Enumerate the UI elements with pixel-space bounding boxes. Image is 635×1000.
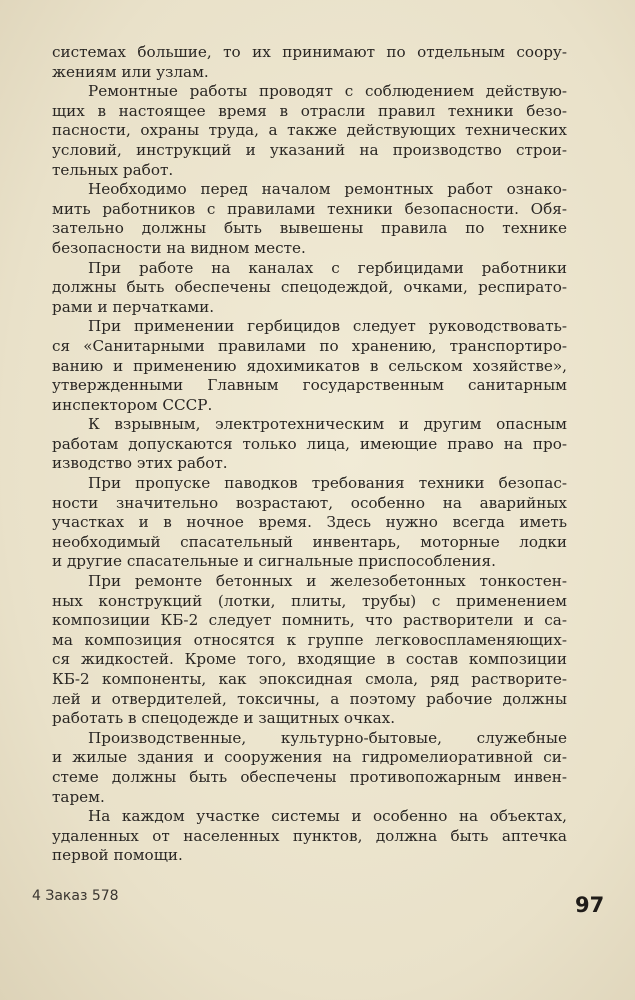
text-line: первой помощи.	[52, 846, 183, 865]
paragraph	[52, 180, 567, 258]
paragraph	[52, 317, 567, 415]
text-line: тарем.	[52, 787, 105, 806]
text-line: КБ-2 компоненты, как эпоксидная смола, ряд растворите-	[52, 670, 567, 688]
text-line: При пропуске паводков требования техники безопас-	[88, 474, 567, 493]
print-order-note: 4 Заказ 578	[32, 888, 119, 904]
text-line: щих в настоящее время в отрасли правил техники безо-	[52, 101, 567, 120]
text-line: и другие спасательные и сигнальные приспособления.	[52, 552, 496, 571]
text-line: Производственные, культурно-бытовые, служебные	[88, 728, 567, 747]
paragraph	[52, 259, 567, 318]
text-line: изводство этих работ.	[52, 454, 228, 473]
text-line: зательно должны быть вывешены правила по технике	[52, 219, 567, 238]
paragraph	[52, 807, 567, 866]
text-line: утвержденными Главным государственным санитарным	[52, 376, 567, 395]
text-line: безопасности на видном месте.	[52, 238, 306, 257]
text-line: пасности, охраны труда, а также действующих технических	[52, 121, 567, 140]
text-line: Ремонтные работы проводят с соблюдением действую-	[88, 82, 567, 101]
paragraph	[52, 572, 567, 729]
text-line: ся «Санитарными правилами по хранению, транспортиро-	[52, 336, 567, 355]
text-line: и жилые здания и сооружения на гидромелиоративной си-	[52, 748, 567, 767]
paragraph	[52, 82, 567, 180]
text-line: мить работников с правилами техники безопасности. Обя-	[52, 199, 567, 218]
paragraph	[52, 415, 567, 474]
text-line: ности значительно возрастают, особенно на аварийных	[52, 493, 567, 512]
text-line: композиции КБ-2 следует помнить, что растворители и са-	[52, 611, 567, 630]
text-line: При применении гербицидов следует руководствовать-	[88, 317, 567, 336]
paragraph	[52, 43, 567, 82]
text-line: стеме должны быть обеспечены противопожарным инвен-	[52, 767, 567, 786]
text-line: ванию и применению ядохимикатов в сельском хозяйстве»,	[52, 356, 567, 375]
text-line: При ремонте бетонных и железобетонных тонкостен-	[88, 572, 567, 591]
text-line: ма композиция относятся к группе легковоспламеняющих-	[52, 630, 567, 649]
text-line: работам допускаются только лица, имеющие право на про-	[52, 434, 567, 453]
text-line: инспектором СССР.	[52, 395, 213, 414]
text-line: жениям или узлам.	[52, 62, 209, 81]
paragraph	[52, 729, 567, 807]
text-line: На каждом участке системы и особенно на объектах,	[88, 807, 567, 826]
paragraph	[52, 474, 567, 572]
text-line: рами и перчатками.	[52, 297, 215, 316]
text-line: тельных работ.	[52, 160, 174, 179]
text-line: работать в спецодежде и защитных очках.	[52, 709, 396, 728]
text-line: должны быть обеспечены спецодеждой, очками, респирато-	[52, 278, 567, 297]
text-line: ных конструкций (лотки, плиты, трубы) с применением	[52, 591, 567, 610]
text-line: системах большие, то их принимают по отдельным соору-	[52, 43, 567, 61]
text-line: Необходимо перед началом ремонтных работ ознако-	[88, 180, 567, 199]
text-line: условий, инструкций и указаний на производство строи-	[52, 140, 567, 159]
text-line: лей и отвердителей, токсичны, а поэтому рабочие должны	[52, 689, 567, 708]
text-line: необходимый спасательный инвентарь, моторные лодки	[52, 532, 567, 551]
text-line: При работе на каналах с гербицидами работники	[88, 258, 567, 277]
text-line: ся жидкостей. Кроме того, входящие в состав композиции	[52, 650, 567, 669]
text-line: участках и в ночное время. Здесь нужно всегда иметь	[52, 513, 567, 532]
page-number: 97	[575, 893, 605, 917]
text-line: удаленных от населенных пунктов, должна быть аптечка	[52, 826, 567, 845]
body-text	[52, 43, 567, 866]
text-line: К взрывным, электротехническим и другим опасным	[88, 415, 567, 434]
